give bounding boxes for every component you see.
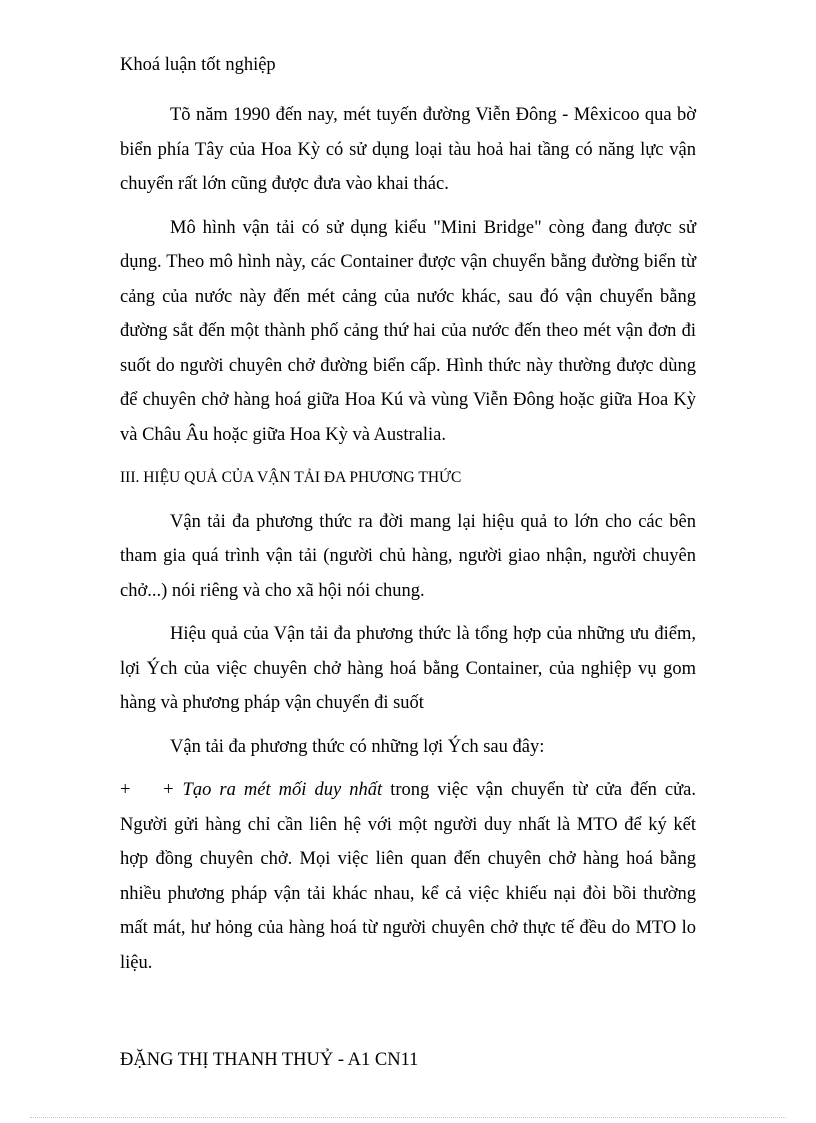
paragraph-route-history: Tõ năm 1990 đến nay, mét tuyến đường Viễn Đông - Mêxicoo qua bờ biển phía Tây của Hoa Kỳ có sử dụng loại tàu hoả hai tầng có năng lực vận chuyển rất lớn cũng được đưa vào khai thác.	[120, 105, 696, 194]
document-body	[120, 98, 696, 980]
bullet-item	[120, 773, 696, 980]
bullet-text: trong việc vận chuyển từ cửa đến cửa. Người gửi hàng chỉ cần liên hệ với một người duy nhất là MTO để ký kết hợp đồng chuyên chở. Mọi việc liên quan đến chuyên chở hàng hoá bằng nhiều phương pháp vận tải khác nhau, kể cả việc khiếu nại đòi bồi thường mất mát, hư hỏng của hàng hoá từ người chuyên chở thực tế đều do MTO lo liệu.	[120, 780, 696, 973]
page-header: Khoá luận tốt nghiệp	[120, 55, 276, 75]
bullet-emphasis: + Tạo ra mét mối duy nhất	[162, 780, 383, 800]
section-heading: III. HIỆU QUẢ CỦA VẬN TẢI ĐA PHƯƠNG THỨC	[120, 469, 462, 486]
paragraph-efficiency-intro: Vận tải đa phương thức ra đời mang lại hiệu quả to lớn cho các bên tham gia quá trình vận tải (người chủ hàng, người giao nhận, người chuyên chở...) nói riêng và cho xã hội nói chung.	[120, 511, 696, 601]
paragraph-benefits-intro: Vận tải đa phương thức có những lợi Ých sau đây:	[170, 736, 545, 757]
page-footer: ĐẶNG THỊ THANH THUỶ - A1 CN11	[120, 1050, 419, 1070]
page-edge-divider	[30, 1117, 786, 1118]
paragraph-efficiency-summary: Hiệu quả của Vận tải đa phương thức là tổng hợp của những ưu điểm, lợi Ých của việc chuyên chở hàng hoá bằng Container, của nghiệp vụ gom hàng và phương pháp vận chuyển đi suốt	[120, 624, 696, 713]
bullet-marker: +	[120, 780, 131, 800]
paragraph-mini-bridge: Mô hình vận tải có sử dụng kiểu "Mini Bridge" còng đang được sử dụng. Theo mô hình này, các Container được vận chuyển bằng đường biển từ cảng của nước này đến mét cảng của nước khác, sau đó vận chuyển bằng đường sắt đến một thành phố cảng thứ hai của nước đến theo mét vận đơn đi suốt do người chuyên chở đường biển cấp. Hình thức này thường được dùng để chuyên chở hàng hoá giữa Hoa Kú và vùng Viễn Đông hoặc giữa Hoa Kỳ và Châu Âu hoặc giữa Hoa Kỳ và Australia.	[120, 217, 696, 445]
